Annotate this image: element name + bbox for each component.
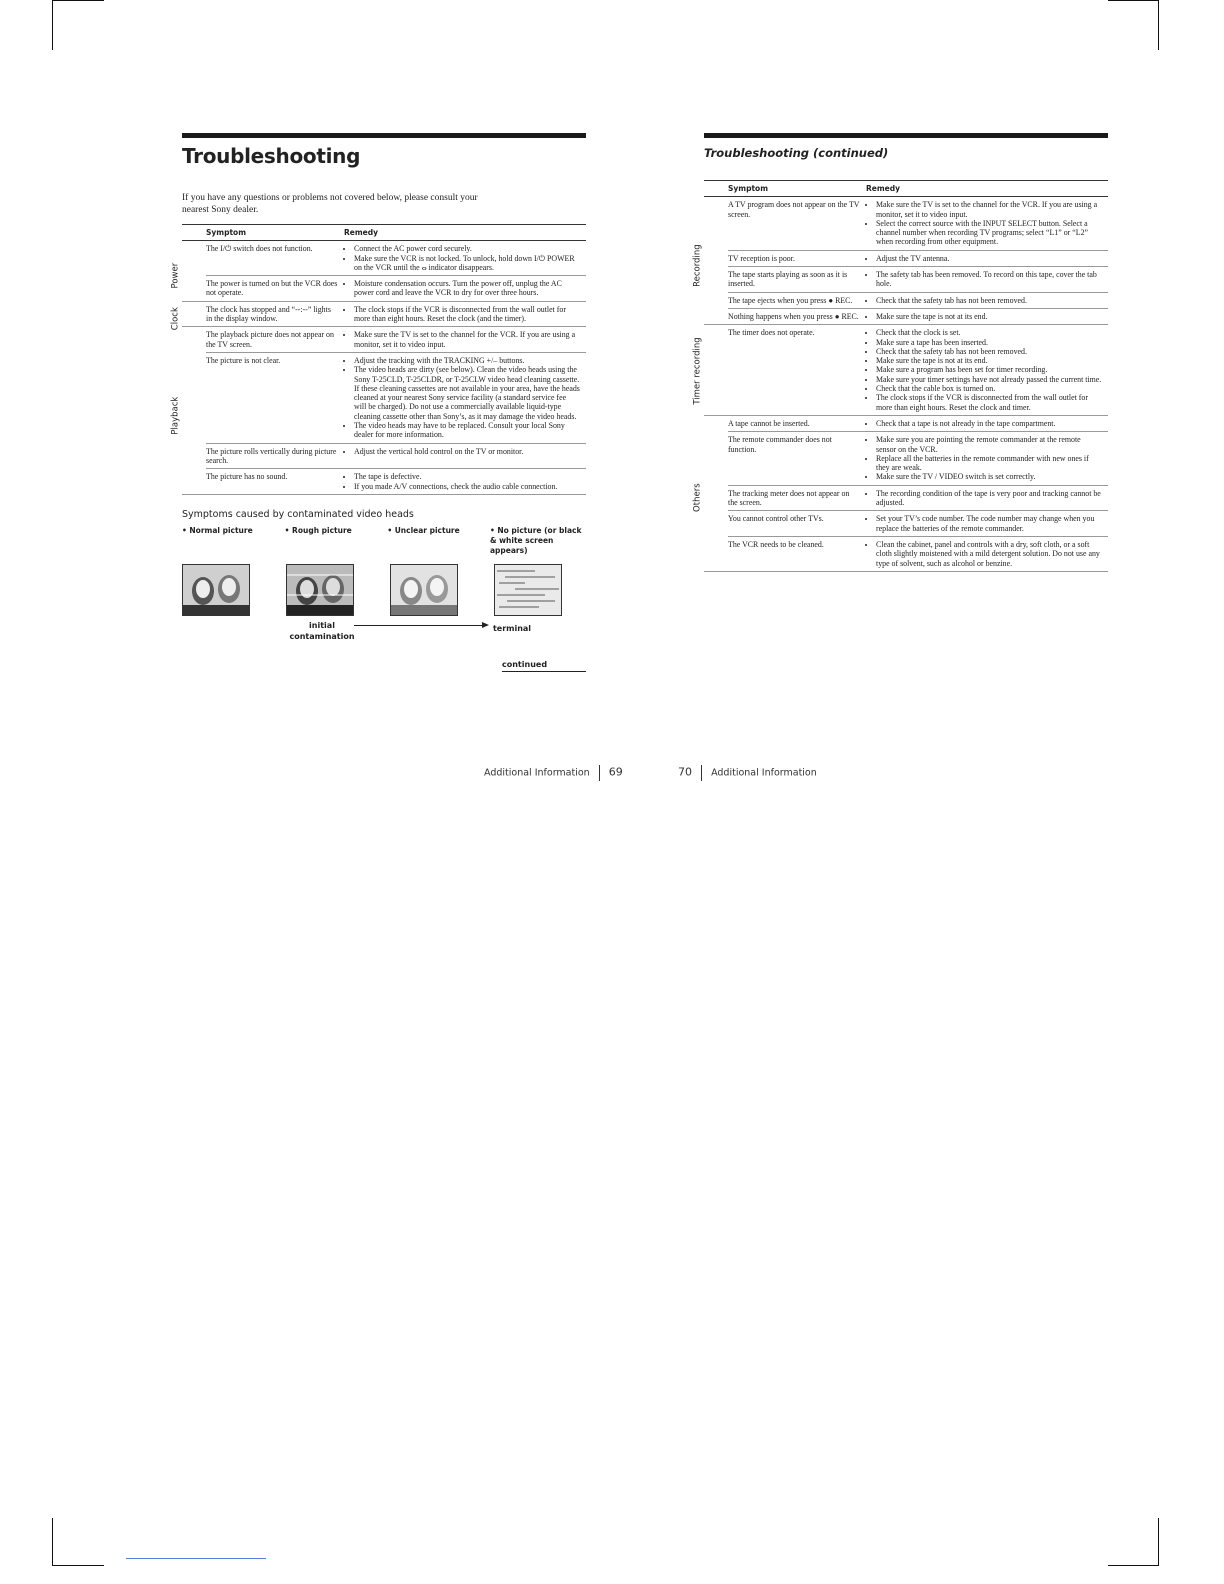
remedy-item: • Make sure the TV is set to the channel for the VCR. If you are using a monitor, set it to video input. bbox=[354, 330, 580, 349]
table-row bbox=[704, 325, 1108, 416]
crop-mark bbox=[52, 1518, 53, 1566]
remedy-list bbox=[866, 489, 1102, 508]
remedy-item: • Adjust the TV antenna. bbox=[876, 254, 1102, 263]
symptom-cell: The picture is not clear. bbox=[206, 352, 344, 443]
remedy-cell bbox=[866, 250, 1108, 266]
remedy-cell bbox=[866, 308, 1108, 324]
arrow-line bbox=[354, 625, 484, 626]
continued-label: continued bbox=[502, 660, 586, 672]
remedy-item: • Make sure the tape is not at its end. bbox=[876, 356, 1102, 365]
remedy-item: • Check that a tape is not already in the tape compartment. bbox=[876, 419, 1102, 428]
category-text: Timer recording bbox=[692, 337, 703, 405]
remedy-list bbox=[344, 305, 580, 324]
crop-mark bbox=[1108, 1565, 1158, 1566]
category-label bbox=[170, 241, 206, 301]
table-row bbox=[182, 327, 586, 353]
remedy-cell bbox=[866, 267, 1108, 293]
remedy-list bbox=[866, 328, 1102, 412]
table-row bbox=[704, 485, 1108, 511]
remedy-item: • Adjust the tracking with the TRACKING +/– buttons. bbox=[354, 356, 580, 365]
table-row bbox=[704, 292, 1108, 308]
remedy-item: • The recording condition of the tape is very poor and tracking cannot be adjusted. bbox=[876, 489, 1102, 508]
head-label: • Unclear picture bbox=[387, 525, 460, 535]
title-bar bbox=[704, 133, 1108, 138]
remedy-item: • Make sure a program has been set for timer recording. bbox=[876, 365, 1102, 374]
crop-mark bbox=[1158, 1518, 1159, 1566]
table-row bbox=[704, 250, 1108, 266]
crop-mark bbox=[52, 0, 53, 50]
remedy-item: • The video heads may have to be replaced. Consult your local Sony dealer for more information. bbox=[354, 421, 580, 440]
remedy-item: • Connect the AC power cord securely. bbox=[354, 244, 580, 253]
remedy-item: • Check that the cable box is turned on. bbox=[876, 384, 1102, 393]
remedy-item: • If you made A/V connections, check the audio cable connection. bbox=[354, 482, 580, 491]
remedy-cell bbox=[866, 325, 1108, 416]
symptom-cell: The timer does not operate. bbox=[728, 325, 866, 416]
remedy-header: Remedy bbox=[344, 225, 586, 241]
crop-mark bbox=[1158, 0, 1159, 50]
category-label bbox=[170, 301, 206, 331]
table-row bbox=[704, 432, 1108, 485]
crop-mark bbox=[52, 0, 104, 1]
page-number: 69 bbox=[608, 765, 623, 779]
symptom-cell: You cannot control other TVs. bbox=[728, 511, 866, 537]
head-label: • Rough picture bbox=[284, 525, 352, 535]
category-text: Recording bbox=[692, 244, 703, 287]
remedy-item: • The tape is defective. bbox=[354, 472, 580, 481]
remedy-cell bbox=[344, 469, 586, 495]
remedy-list bbox=[344, 330, 580, 349]
symptom-cell: TV reception is poor. bbox=[728, 250, 866, 266]
table-row bbox=[182, 241, 586, 276]
remedy-list bbox=[344, 447, 580, 456]
head-pictures bbox=[182, 564, 586, 616]
remedy-item: • Make sure you are pointing the remote commander at the remote sensor on the VCR. bbox=[876, 435, 1102, 454]
heads-labels bbox=[182, 526, 586, 556]
remedy-cell bbox=[344, 241, 586, 276]
table-row bbox=[704, 197, 1108, 250]
symptom-cell: The I/⏻ switch does not function. bbox=[206, 241, 344, 276]
remedy-list bbox=[866, 200, 1102, 246]
rough-picture-image bbox=[286, 564, 354, 616]
page-number: 70 bbox=[678, 765, 692, 779]
no-picture-image bbox=[494, 564, 562, 616]
remedy-item: • Select the correct source with the INPUT SELECT button. Select a channel number when recording TV programs; select “L1” or “L2” when recording from other equipment. bbox=[876, 219, 1102, 247]
remedy-cell bbox=[344, 301, 586, 327]
remedy-item: • Clean the cabinet, panel and controls with a dry, soft cloth, or a soft cloth slightly moistened with a mild detergent solution. Do not use any type of solvent, such as alcohol or benzine. bbox=[876, 540, 1102, 568]
remedy-item: • The safety tab has been removed. To record on this tape, cover the tab hole. bbox=[876, 270, 1102, 289]
remedy-list bbox=[344, 279, 580, 298]
symptom-cell: The tracking meter does not appear on the screen. bbox=[728, 485, 866, 511]
remedy-item: • Make sure your timer settings have not already passed the current time. bbox=[876, 375, 1102, 384]
remedy-item: • The video heads are dirty (see below). Clean the video heads using the Sony T-25CLD, T-25CLDR, or T-25CLW video head cleaning cassette. If these cleaning cassettes are not available in your area, have the heads cleaned at your nearest Sony service facility (a standard service fee will be charged). Do not use a commercially available liquid-type cleaning cassette other than Sony’s, as it may damage the video heads. bbox=[354, 365, 580, 421]
symptom-cell: The tape ejects when you press ● REC. bbox=[728, 292, 866, 308]
remedy-item: • Make sure the TV / VIDEO switch is set correctly. bbox=[876, 472, 1102, 481]
symptom-cell: A TV program does not appear on the TV screen. bbox=[728, 197, 866, 250]
remedy-cell bbox=[866, 485, 1108, 511]
right-page bbox=[692, 133, 1108, 572]
left-footer bbox=[484, 765, 623, 781]
remedy-cell bbox=[344, 443, 586, 469]
head-label: • Normal picture bbox=[182, 525, 253, 535]
remedy-cell bbox=[866, 415, 1108, 431]
symptom-cell: Nothing happens when you press ● REC. bbox=[728, 308, 866, 324]
symptom-cell: The tape starts playing as soon as it is inserted. bbox=[728, 267, 866, 293]
category-text: Others bbox=[692, 483, 703, 513]
symptom-cell: The VCR needs to be cleaned. bbox=[728, 536, 866, 571]
remedy-list bbox=[344, 244, 580, 272]
remedy-item: • Make sure the tape is not at its end. bbox=[876, 312, 1102, 321]
remedy-cell bbox=[866, 292, 1108, 308]
symptom-cell: The picture has no sound. bbox=[206, 469, 344, 495]
remedy-list bbox=[866, 419, 1102, 428]
symptom-cell: The clock has stopped and “--:--” lights in the display window. bbox=[206, 301, 344, 327]
remedy-list bbox=[344, 472, 580, 491]
remedy-list bbox=[866, 435, 1102, 481]
footer-divider bbox=[599, 765, 600, 781]
category-label bbox=[170, 327, 206, 494]
remedy-list bbox=[866, 254, 1102, 263]
symptom-header: Symptom bbox=[728, 181, 866, 197]
table-row bbox=[182, 276, 586, 302]
troubleshooting-table bbox=[170, 224, 586, 495]
footer-rule bbox=[126, 1558, 266, 1559]
table-row bbox=[704, 267, 1108, 293]
remedy-list bbox=[866, 540, 1102, 568]
cat-header bbox=[704, 181, 728, 197]
table-row bbox=[182, 469, 586, 495]
remedy-cell bbox=[866, 197, 1108, 250]
footer-label: Additional Information bbox=[484, 767, 590, 779]
remedy-cell bbox=[866, 511, 1108, 537]
table-row bbox=[704, 511, 1108, 537]
table-row bbox=[704, 536, 1108, 571]
head-label: • No picture (or black & white screen appears) bbox=[489, 525, 582, 555]
remedy-item: • Check that the safety tab has not been removed. bbox=[876, 347, 1102, 356]
remedy-item: • Moisture condensation occurs. Turn the power off, unplug the AC power cord and leave the VCR to dry for over three hours. bbox=[354, 279, 580, 298]
crop-mark bbox=[52, 1565, 104, 1566]
category-text: Playback bbox=[170, 396, 181, 435]
remedy-cell bbox=[866, 536, 1108, 571]
remedy-item: • The clock stops if the VCR is disconnected from the wall outlet for more than eight hours. Reset the clock and timer. bbox=[876, 393, 1102, 412]
remedy-item: • Replace all the batteries in the remote commander with new ones if they are weak. bbox=[876, 454, 1102, 473]
category-label bbox=[692, 197, 728, 325]
troubleshooting-table bbox=[692, 180, 1108, 572]
remedy-list bbox=[344, 356, 580, 440]
table-row bbox=[182, 443, 586, 469]
remedy-list bbox=[866, 514, 1102, 533]
remedy-item: • The clock stops if the VCR is disconnected from the wall outlet for more than eight hours. Reset the clock (and the timer). bbox=[354, 305, 580, 324]
intro-text: If you have any questions or problems not covered below, please consult your nearest Sony dealer. bbox=[182, 193, 478, 215]
table-row bbox=[182, 301, 586, 327]
symptom-cell: The playback picture does not appear on the TV screen. bbox=[206, 327, 344, 353]
remedy-item: • Make sure the TV is set to the channel for the VCR. If you are using a monitor, set it to video input. bbox=[876, 200, 1102, 219]
remedy-item: • Set your TV’s code number. The code number may change when you replace the batteries of the remote commander. bbox=[876, 514, 1102, 533]
symptom-cell: The power is turned on but the VCR does not operate. bbox=[206, 276, 344, 302]
remedy-item: • Check that the clock is set. bbox=[876, 328, 1102, 337]
footer-divider bbox=[701, 765, 702, 781]
remedy-list bbox=[866, 312, 1102, 321]
symptom-header: Symptom bbox=[206, 225, 344, 241]
symptom-cell: The remote commander does not function. bbox=[728, 432, 866, 485]
remedy-cell bbox=[866, 432, 1108, 485]
left-page bbox=[170, 133, 586, 672]
remedy-item: • Make sure a tape has been inserted. bbox=[876, 338, 1102, 347]
remedy-cell bbox=[344, 352, 586, 443]
remedy-item: • Adjust the vertical hold control on the TV or monitor. bbox=[354, 447, 580, 456]
page-title: Troubleshooting (continued) bbox=[704, 146, 889, 160]
remedy-header: Remedy bbox=[866, 181, 1108, 197]
table-row bbox=[704, 308, 1108, 324]
category-label bbox=[692, 325, 728, 416]
remedy-cell bbox=[344, 327, 586, 353]
category-text: Clock bbox=[170, 307, 181, 331]
page-title: Troubleshooting bbox=[182, 144, 361, 168]
contamination-scale bbox=[182, 620, 586, 650]
table-row bbox=[182, 352, 586, 443]
unclear-picture-image bbox=[390, 564, 458, 616]
footer-label: Additional Information bbox=[711, 767, 817, 779]
remedy-item: • Make sure the VCR is not locked. To unlock, hold down I/⏻ POWER on the VCR until the ⴰ indicator disappears. bbox=[354, 254, 580, 273]
crop-mark bbox=[1108, 0, 1158, 1]
normal-picture-image bbox=[182, 564, 250, 616]
terminal-label: terminal bbox=[492, 623, 532, 633]
table-row bbox=[704, 415, 1108, 431]
remedy-cell bbox=[344, 276, 586, 302]
right-footer bbox=[678, 765, 817, 781]
remedy-item: • Check that the safety tab has not been removed. bbox=[876, 296, 1102, 305]
remedy-list bbox=[866, 270, 1102, 289]
symptom-cell: The picture rolls vertically during picture search. bbox=[206, 443, 344, 469]
category-text: Power bbox=[170, 262, 181, 289]
category-label bbox=[692, 415, 728, 571]
initial-label: initial contamination bbox=[289, 620, 355, 641]
title-bar bbox=[182, 133, 586, 138]
remedy-list bbox=[866, 296, 1102, 305]
cat-header bbox=[182, 225, 206, 241]
heads-section-title: Symptoms caused by contaminated video heads bbox=[182, 508, 414, 520]
symptom-cell: A tape cannot be inserted. bbox=[728, 415, 866, 431]
